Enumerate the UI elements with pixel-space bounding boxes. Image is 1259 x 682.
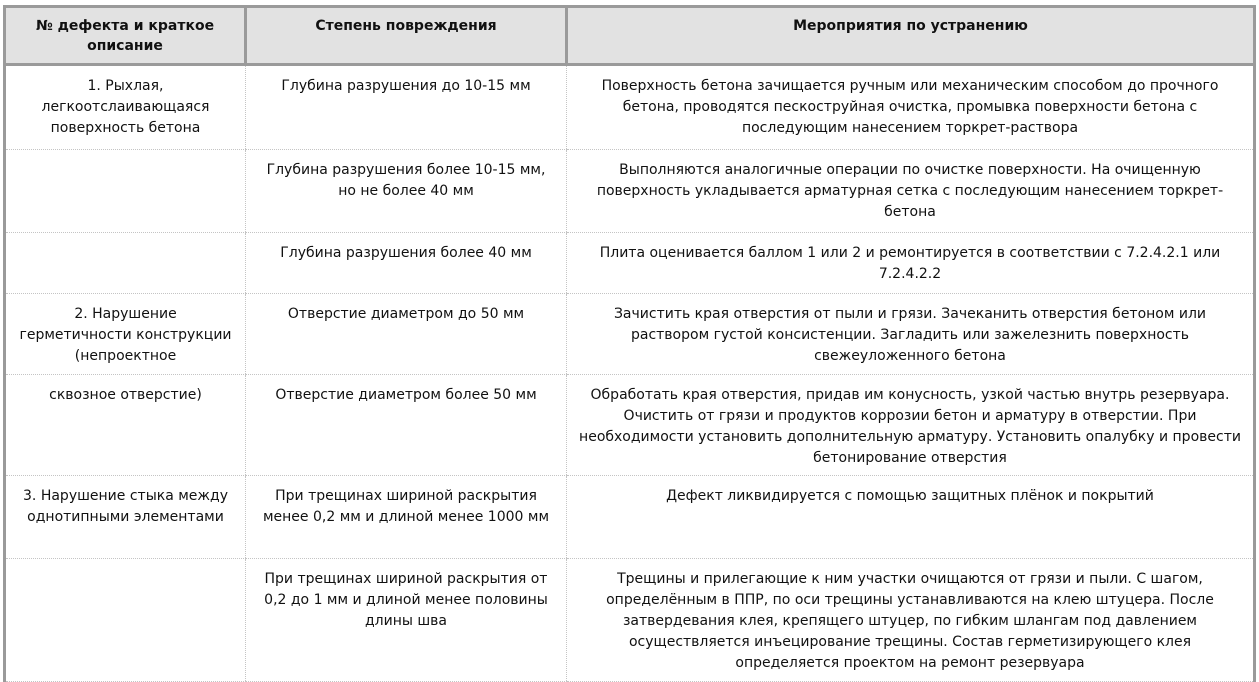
cell-defect bbox=[5, 233, 246, 294]
cell-measures: Выполняются аналогичные операции по очистке поверхности. На очищенную поверхность укладывается арматурная сетка с последующим нанесением торкрет-бетона bbox=[567, 150, 1255, 233]
header-defect: № дефекта и краткое описание bbox=[5, 7, 246, 65]
cell-measures: Поверхность бетона зачищается ручным или механическим способом до прочного бетона, проводятся пескоструйная очистка, промывка поверхности бетона с последующим нанесением торкрет-раствора bbox=[567, 65, 1255, 150]
cell-damage: При трещинах шириной раскрытия от 0,2 до 1 мм и длиной менее половины длины шва bbox=[246, 559, 567, 682]
cell-damage: При трещинах шириной раскрытия менее 0,2 мм и длиной менее 1000 мм bbox=[246, 476, 567, 559]
cell-measures: Дефект ликвидируется с помощью защитных плёнок и покрытий bbox=[567, 476, 1255, 559]
cell-defect: 1. Рыхлая, легкоотслаивающаяся поверхность бетона bbox=[5, 65, 246, 150]
table-row bbox=[5, 65, 1255, 150]
cell-defect bbox=[5, 150, 246, 233]
cell-damage: Глубина разрушения более 40 мм bbox=[246, 233, 567, 294]
cell-defect bbox=[5, 559, 246, 682]
cell-damage: Глубина разрушения до 10-15 мм bbox=[246, 65, 567, 150]
cell-damage: Глубина разрушения более 10-15 мм, но не более 40 мм bbox=[246, 150, 567, 233]
table-header bbox=[5, 7, 1255, 65]
cell-measures: Зачистить края отверстия от пыли и грязи. Зачеканить отверстия бетоном или раствором густой консистенции. Загладить или зажелезнить поверхность свежеуложенного бетона bbox=[567, 294, 1255, 375]
table-row bbox=[5, 476, 1255, 559]
table-body bbox=[5, 65, 1255, 682]
table-row bbox=[5, 559, 1255, 682]
cell-measures: Плита оценивается баллом 1 или 2 и ремонтируется в соответствии с 7.2.4.2.1 или 7.2.4.2.2 bbox=[567, 233, 1255, 294]
cell-defect: сквозное отверстие) bbox=[5, 375, 246, 476]
cell-defect: 2. Нарушение герметичности конструкции (непроектное bbox=[5, 294, 246, 375]
header-damage: Степень повреждения bbox=[246, 7, 567, 65]
table-row bbox=[5, 294, 1255, 375]
cell-damage: Отверстие диаметром до 50 мм bbox=[246, 294, 567, 375]
header-row bbox=[5, 7, 1255, 65]
cell-damage: Отверстие диаметром более 50 мм bbox=[246, 375, 567, 476]
cell-measures: Трещины и прилегающие к ним участки очищаются от грязи и пыли. С шагом, определённым в ППР, по оси трещины устанавливаются на клею штуцера. После затвердевания клея, крепящего штуцер, по гибким шлангам под давлением осуществляется инъецирование трещины. Состав герметизирующего клея определяется проектом на ремонт резервуара bbox=[567, 559, 1255, 682]
table-row bbox=[5, 375, 1255, 476]
cell-defect: 3. Нарушение стыка между однотипными элементами bbox=[5, 476, 246, 559]
defects-table bbox=[3, 5, 1256, 682]
table-row bbox=[5, 233, 1255, 294]
cell-measures: Обработать края отверстия, придав им конусность, узкой частью внутрь резервуара. Очистить от грязи и продуктов коррозии бетон и арматуру в отверстии. При необходимости установить дополнительную арматуру. Установить опалубку и провести бетонирование отверстия bbox=[567, 375, 1255, 476]
header-measures: Мероприятия по устранению bbox=[567, 7, 1255, 65]
table-row bbox=[5, 150, 1255, 233]
